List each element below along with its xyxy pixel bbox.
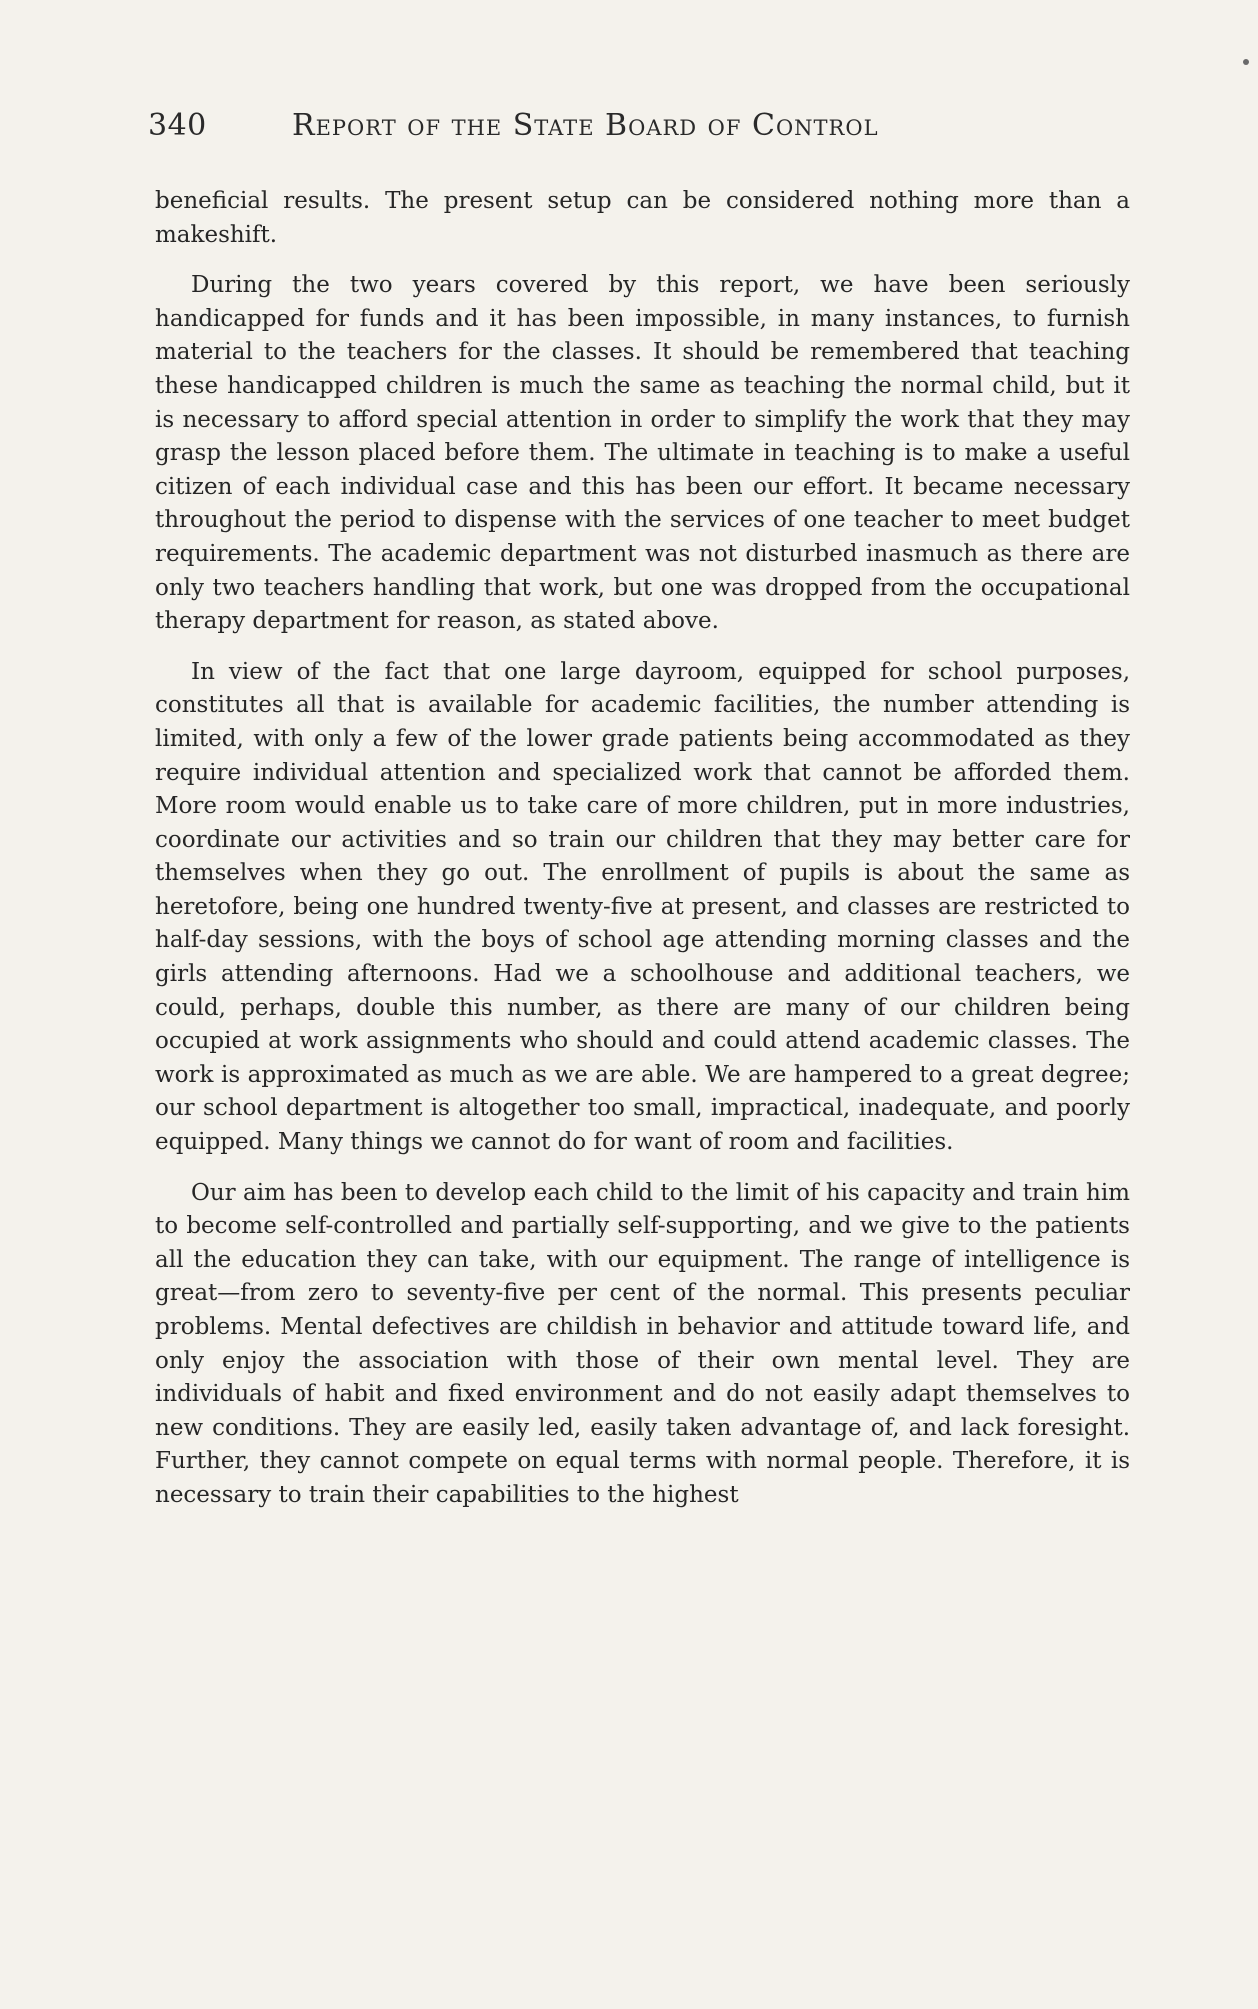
page-number: 340 xyxy=(148,108,207,143)
running-header xyxy=(148,108,1108,152)
paragraph-funding: During the two years covered by this report, we have been seriously handicapped for funds and it has been impossible, in many instances, to furnish material to the teachers for the classes. It should be remembered that teaching these handicapped children is much the same as teaching the normal child, but it is necessary to afford special attention in order to simplify the work that they may grasp the lesson placed before them. The ultimate in teaching is to make a useful citizen of each individual case and this has been our effort. It became necessary throughout the period to dispense with the services of one teacher to meet budget requirements. The academic department was not disturbed inasmuch as there are only two teachers handling that work, but one was dropped from the occupational therapy department for reason, as stated above. xyxy=(155,272,1130,635)
paragraph-aims: Our aim has been to develop each child to the limit of his capacity and train him to become self-controlled and partially self-supporting, and we give to the patients all the education they can take, with our equipment. The range of intelligence is great—from zero to seventy-five per cent of the normal. This presents peculiar problems. Mental defectives are childish in behavior and attitude toward life, and only enjoy the association with those of their own mental level. They are individuals of habit and fixed environment and do not easily adapt themselves to new conditions. They are easily led, easily taken advantage of, and lack foresight. Further, they cannot compete on equal terms with normal people. Therefore, it is necessary to train their capabilities to the highest xyxy=(155,1179,1130,1508)
header-title: Report of the State Board of Control xyxy=(292,108,879,143)
paragraph-facilities: In view of the fact that one large dayroom, equipped for school purposes, constitutes all that is available for academic facilities, the number attending is limited, with only a few of the lower grade patients being accommodated as they require individual attention and specialized work that cannot be afforded them. More room would enable us to take care of more children, put in more industries, coordinate our activities and so train our children that they may better care for themselves when they go out. The enrollment of pupils is about the same as heretofore, being one hundred twenty-five at present, and classes are restricted to half-day sessions, with the boys of school age attending morning classes and the girls attending afternoons. Had we a schoolhouse and additional teachers, we could, perhaps, double this number, as there are many of our children being occupied at work assignments who should and could attend academic classes. The work is approximated as much as we are able. We are hampered to a great degree; our school department is altogether too small, impractical, inadequate, and poorly equipped. Many things we cannot do for want of room and facilities. xyxy=(155,658,1130,1156)
paragraph-continued: beneficial results. The present setup can be considered nothing more than a makeshift. xyxy=(155,188,1130,248)
body-text xyxy=(155,185,1130,1513)
margin-dot xyxy=(1243,59,1249,65)
